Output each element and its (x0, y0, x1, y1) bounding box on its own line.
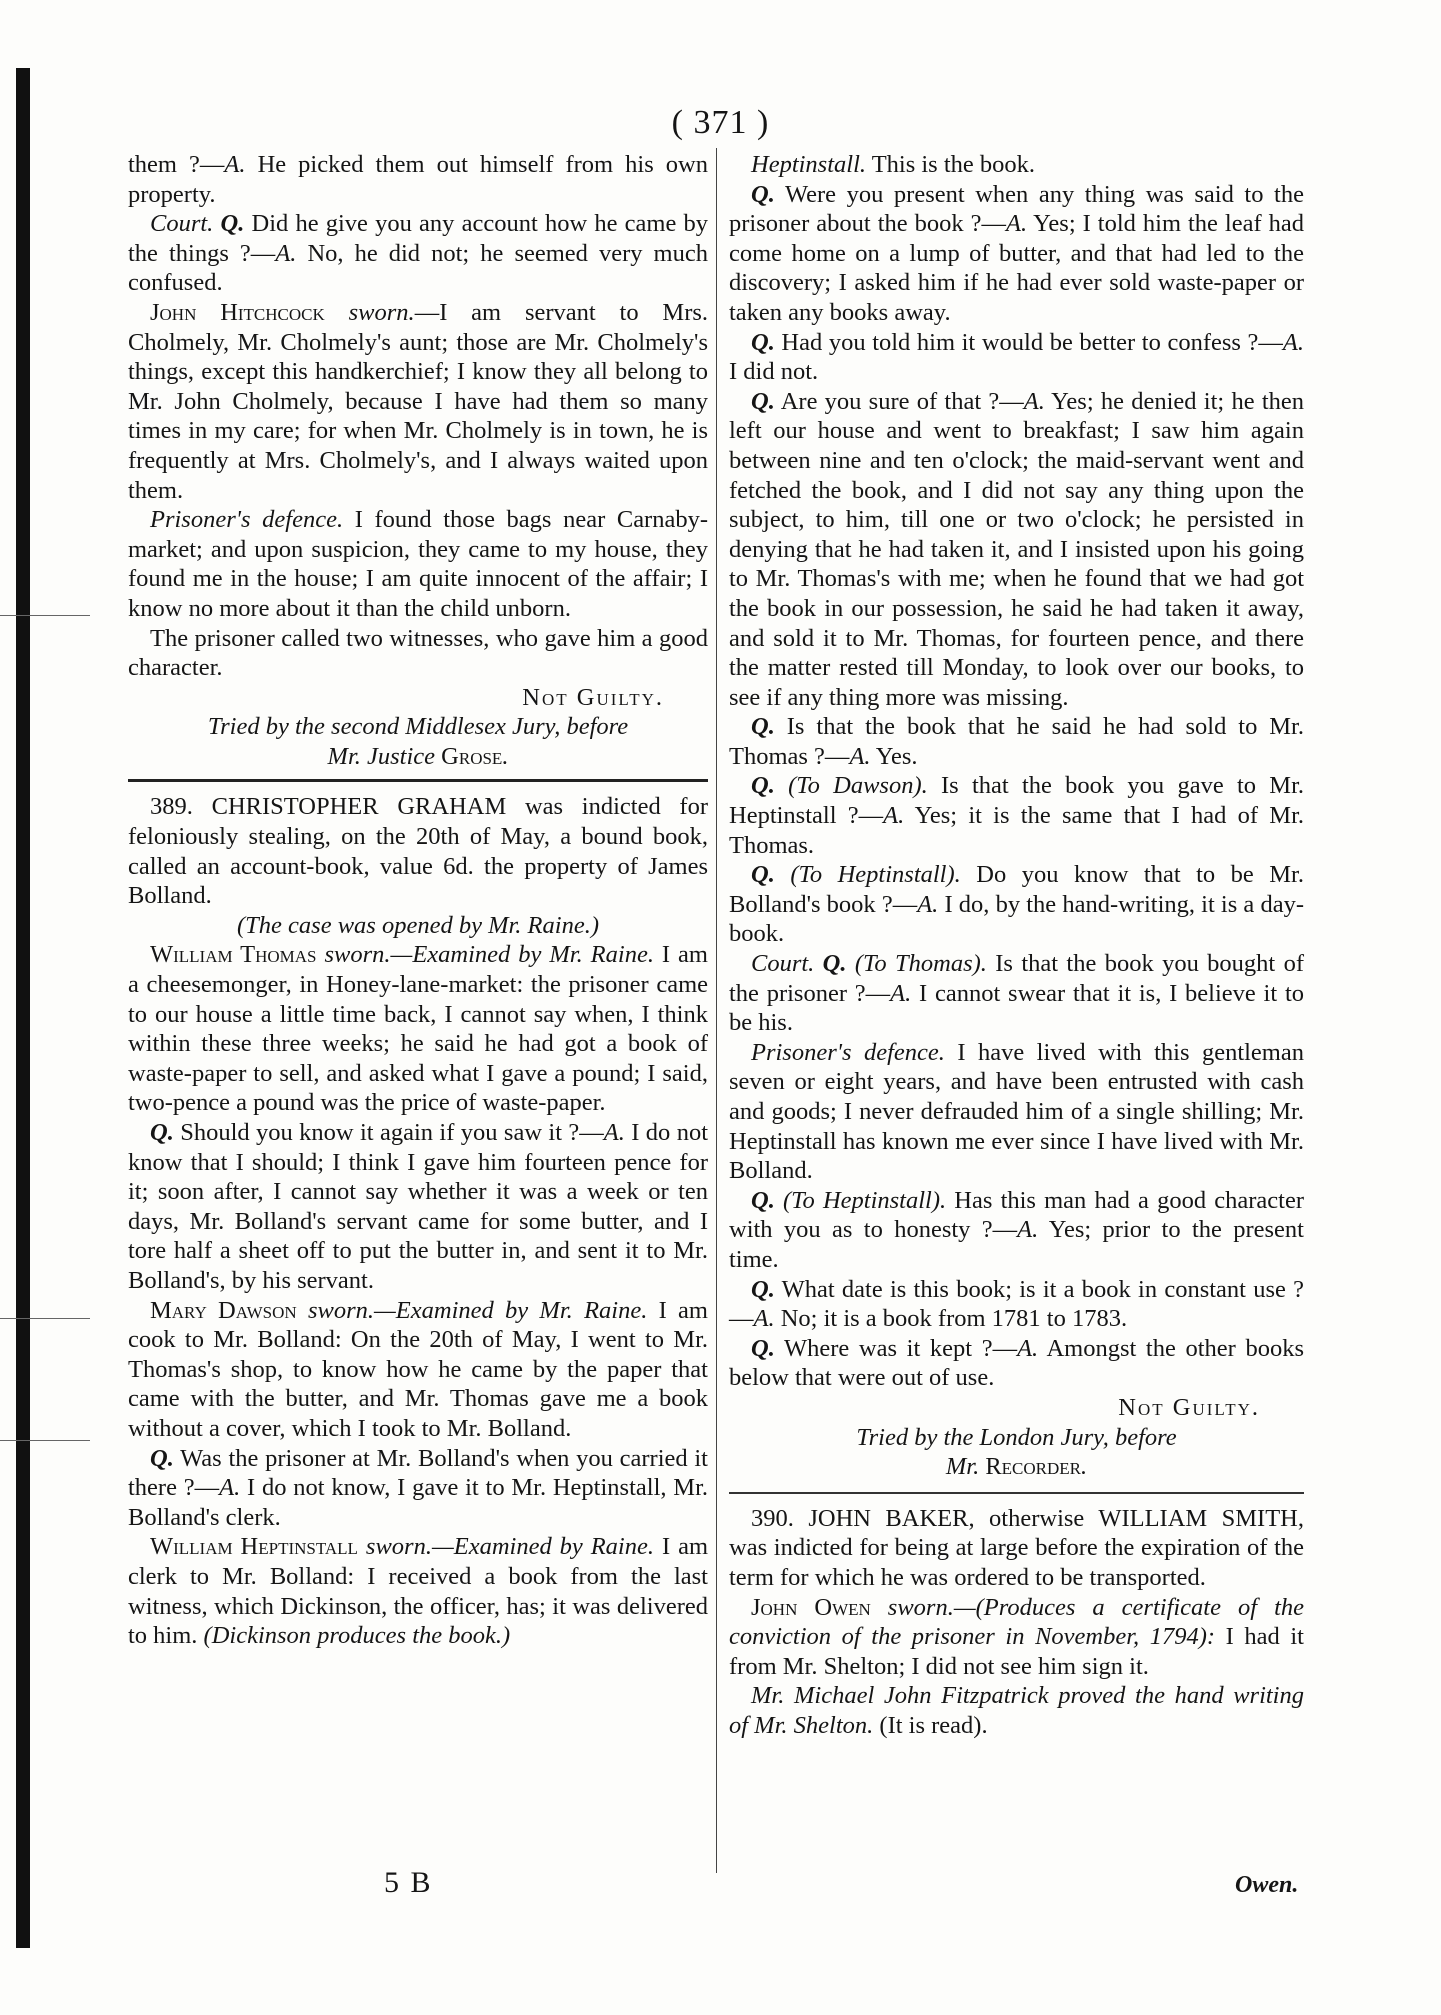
right-paragraph: Mr. Michael John Fitzpatrick proved the hand writing of Mr. Shelton. (It is read). (729, 1682, 1304, 1739)
margin-mark (0, 1440, 90, 1441)
left-paragraph: Prisoner's defence. I found those bags near Carnaby-market; and upon suspicion, they came to my house, they found me in the house; I am quite innocent of the affair; I know no more about it than the child unborn. (128, 506, 709, 622)
left-paragraph: Court. Q. Did he give you any account how he came by the things ?—A. No, he did not; he seemed very much confused. (128, 210, 709, 297)
right-paragraph: Q. (To Heptinstall). Do you know that to be Mr. Bolland's book ?—A. I do, by the hand-writing, it is a day-book. (729, 861, 1304, 948)
right-paragraph: Court. Q. (To Thomas). Is that the book you bought of the prisoner ?—A. I cannot swear that it is, I believe it to be his. (729, 950, 1305, 1037)
right-column (729, 150, 1304, 1740)
margin-mark (0, 1318, 90, 1319)
left-paragraph: Q. Should you know it again if you saw it ?—A. I do not know that I should; I think I gave him fourteen pence for it; soon after, I cannot say whether it was a week or ten days, Mr. Bolland's servant came for some butter, and I tore half a sheet off to put the butter in, and sent it to Mr. Bolland's, by his servant. (128, 1119, 708, 1294)
right-paragraph: 390. JOHN BAKER, otherwise WILLIAM SMITH, was indicted for being at large before the expiration of the term for which he was ordered to be transported. (729, 1504, 1304, 1591)
left-paragraph: William Heptinstall sworn.—Examined by Raine. I am clerk to Mr. Bolland: I received a book from the last witness, which Dickinson, the officer, has; it was delivered to him. (Dickinson produces the book.) (128, 1533, 708, 1650)
left-paragraph: Mary Dawson sworn.—Examined by Mr. Raine. I am cook to Mr. Bolland: On the 20th of May, I went to Mr. Thomas's shop, to know how he came by the paper that came with the butter, and Mr. Thomas gave me a book without a cover, which I took to Mr. Bolland. (128, 1296, 708, 1442)
page-number: ( 371 ) (671, 104, 770, 141)
left-paragraph: them ?—A. He picked them out himself from his own property. (128, 151, 708, 208)
right-paragraph: Q. What date is this book; is it a book in constant use ?—A. No; it is a book from 1781 to 1783. (729, 1275, 1304, 1333)
left-paragraph: Q. Was the prisoner at Mr. Bolland's when you carried it there ?—A. I do not know, I gave it to Mr. Heptinstall, Mr. Bolland's clerk. (128, 1444, 709, 1531)
left-paragraph: John Hitchcock sworn.—I am servant to Mrs. Cholmely, Mr. Cholmely's aunt; those are Mr. Cholmely's things, except this handkerchief; I know they all belong to Mr. John Cholmely, because I have had them so many times in my care; for when Mr. Cholmely is in town, he is frequently at Mrs. Cholmely's, and I always waited upon them. (128, 298, 709, 504)
right-paragraph: Q. Is that the book that he said he had sold to Mr. Thomas ?—A. Yes. (729, 713, 1304, 770)
left-paragraph: (The case was opened by Mr. Raine.) (237, 911, 599, 939)
left-paragraph: William Thomas sworn.—Examined by Mr. Raine. I am a cheesemonger, in Honey-lane-market: the prisoner came to our house a little time back, I cannot say when, I think within these three weeks; he said he had got a book of waste-paper to sell, and asked what I gave a pound; I said, two-pence a pound was the price of waste-paper. (128, 941, 708, 1117)
catchword: Owen. (1235, 1872, 1299, 1898)
right-paragraph: Q. (To Heptinstall). Has this man had a good character with you as to honesty ?—A. Yes; prior to the present time. (729, 1186, 1304, 1273)
column-divider (716, 148, 717, 1873)
right-paragraph: Heptinstall. This is the book. (751, 151, 1036, 178)
right-paragraph: Q. Had you told him it would be better to confess ?—A. I did not. (729, 328, 1304, 386)
right-paragraph: Q. Where was it kept ?—A. Amongst the other books below that were out of use. (729, 1334, 1304, 1392)
left-paragraph: Tried by the second Middlesex Jury, before Mr. Justice Grose. (207, 713, 629, 770)
binding-shadow (16, 68, 30, 1948)
right-paragraph: Prisoner's defence. I have lived with this gentleman seven or eight years, and have been entrusted with cash and goods; I never defrauded him of a single shilling; Mr. Heptinstall has known me ever since I have lived with Mr. Bolland. (729, 1038, 1304, 1185)
left-paragraph: Not Guilty. (522, 683, 664, 711)
right-paragraph: Not Guilty. (1118, 1393, 1260, 1421)
right-paragraph: Tried by the London Jury, before Mr. Recorder. (856, 1423, 1177, 1481)
margin-mark (0, 615, 90, 616)
right-paragraph: Q. (To Dawson). Is that the book you gave to Mr. Heptinstall ?—A. Yes; it is the same that I had of Mr. Thomas. (729, 772, 1305, 859)
section-rule (128, 779, 708, 782)
left-paragraph: 389. CHRISTOPHER GRAHAM was indicted for feloniously stealing, on the 20th of May, a bound book, called an account-book, value 6d. the property of James Bolland. (128, 793, 708, 910)
right-paragraph: Q. Were you present when any thing was said to the prisoner about the book ?—A. Yes; I told him the leaf had come home on a lump of butter, and that had led to the discovery; I asked him if he had ever sold waste-paper or taken any books away. (729, 180, 1304, 326)
signature-mark: 5 B (384, 1866, 433, 1899)
right-paragraph: John Owen sworn.—(Produces a certificate of the conviction of the prisoner in November, 1794): I had it from Mr. Shelton; I did not see him sign it. (729, 1593, 1305, 1680)
left-column (128, 150, 708, 1651)
left-paragraph: The prisoner called two witnesses, who gave him a good character. (128, 624, 708, 682)
section-rule (729, 1492, 1304, 1494)
right-paragraph: Q. Are you sure of that ?—A. Yes; he denied it; he then left our house and went to breakfast; I saw him again between nine and ten o'clock; the maid-servant went and fetched the book, and I did not say any thing upon the subject, to him, till one or two o'clock; he persisted in denying that he had taken it, and I insisted upon his going to Mr. Thomas's with me; when he found that we had got the book in our possession, he said he had taken it away, and sold it to Mr. Thomas, for fourteen pence, and there the matter rested till Monday, to look over our books, to see if any thing more was missing. (729, 387, 1304, 711)
